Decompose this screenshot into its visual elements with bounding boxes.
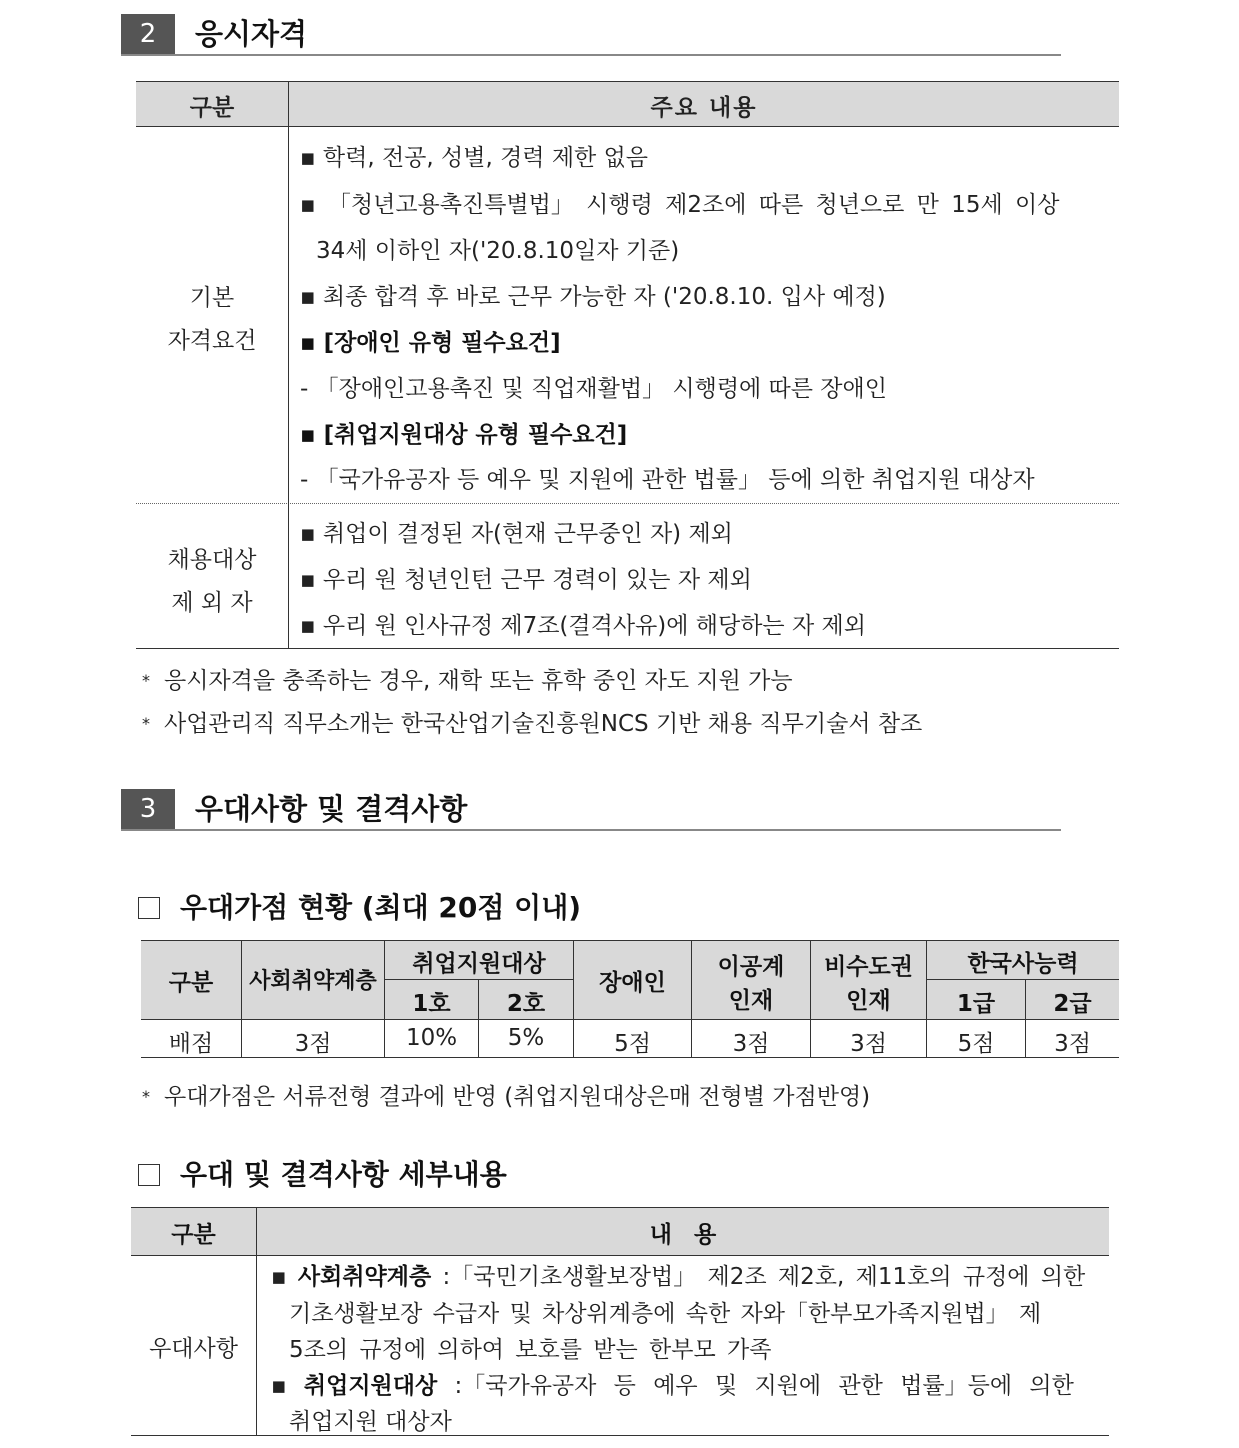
basic-item: - 「국가유공자 등 예우 및 지원에 관한 법률」 등에 의한 취업지원 대상자	[300, 467, 1035, 493]
detail-heading: 우대 및 결격사항 세부내용	[138, 1153, 507, 1193]
detail-item-employ: ▪ 취업지원대상 :「국가유공자 등 예우 및 지원에 관한 법률」등에 의한	[271, 1373, 1074, 1399]
basic-item: ▪ 「청년고용촉진특별법」 시행령 제2조에 따른 청년으로 만 15세 이상	[300, 192, 1060, 218]
detail-row-label: 우대사항	[149, 1336, 238, 1362]
points-heading: 우대가점 현황 (최대 20점 이내)	[138, 886, 581, 926]
points-value: 3점	[294, 1031, 332, 1057]
points-header-stem: 이공계	[717, 954, 785, 980]
eligibility-table	[136, 81, 1119, 650]
checkbox-square-icon	[138, 1164, 160, 1186]
eligibility-header-category: 구분	[189, 95, 235, 121]
basic-item: ▪ [장애인 유형 필수요건]	[300, 330, 561, 356]
points-header-social: 사회취약계층	[249, 969, 377, 994]
checkbox-square-icon	[138, 897, 160, 919]
points-header-employ-2: 2호	[506, 991, 546, 1017]
points-value: 5%	[507, 1025, 545, 1051]
points-header-history-2: 2급	[1053, 991, 1092, 1017]
points-header-nonmetro-2: 인재	[846, 988, 891, 1014]
detail-item-social-line: 기초생활보장 수급자 및 차상위계층에 속한 자와「한부모가족지원법」 제	[289, 1301, 1042, 1327]
points-header-history: 한국사능력	[967, 951, 1079, 977]
points-table	[141, 940, 1119, 1058]
points-header-stem-2: 인재	[728, 988, 774, 1014]
points-row-label: 배점	[168, 1031, 214, 1057]
excluded-item: ▪ 우리 원 인사규정 제7조(결격사유)에 해당하는 자 제외	[300, 613, 866, 639]
detail-item-social: ▪ 사회취약계층 :「국민기초생활보장법」 제2조 제2호, 제11호의 규정에 의한	[271, 1264, 1086, 1290]
eligibility-header-content: 주요 내용	[650, 95, 758, 121]
basic-item: ▪ 학력, 전공, 성별, 경력 제한 없음	[300, 145, 649, 171]
eligibility-note: * 사업관리직 직무소개는 한국산업기술진흥원NCS 기반 채용 직무기술서 참조	[142, 711, 923, 737]
excluded-item: ▪ 우리 원 청년인턴 근무 경력이 있는 자 제외	[300, 567, 752, 593]
section-2-title: 응시자격	[195, 17, 308, 51]
points-value: 5점	[614, 1031, 651, 1057]
row-label-excluded: 채용대상	[167, 547, 257, 573]
row-label-basic-2: 자격요건	[167, 328, 257, 354]
excluded-item: ▪ 취업이 결정된 자(현재 근무중인 자) 제외	[300, 521, 733, 547]
points-header-employ-1: 1호	[412, 991, 451, 1017]
detail-header-category: 구분	[171, 1222, 216, 1248]
section-3-header	[121, 789, 1061, 831]
section-3-number: 3	[121, 789, 175, 829]
points-value: 10%	[405, 1025, 458, 1051]
points-note: * 우대가점은 서류전형 결과에 반영 (취업지원대상은매 전형별 가점반영)	[142, 1084, 871, 1110]
points-header-disabled: 장애인	[599, 970, 666, 996]
detail-item-social-line: 5조의 규정에 의하여 보호를 받는 한부모 가족	[289, 1337, 772, 1363]
basic-item: - 「장애인고용촉진 및 직업재활법」 시행령에 따른 장애인	[300, 376, 887, 402]
section-2-header	[121, 14, 1061, 56]
points-value: 3점	[732, 1031, 770, 1057]
basic-item: ▪ 최종 합격 후 바로 근무 가능한 자 ('20.8.10. 입사 예정)	[300, 284, 886, 310]
points-value: 3점	[1054, 1031, 1091, 1057]
row-label-basic: 기본	[189, 285, 235, 311]
points-header-nonmetro: 비수도권	[824, 954, 913, 980]
points-header-employ: 취업지원대상	[412, 951, 546, 977]
points-header-history-1: 1급	[956, 991, 996, 1017]
eligibility-note: * 응시자격을 충족하는 경우, 재학 또는 휴학 중인 자도 지원 가능	[142, 668, 793, 694]
section-2-number: 2	[121, 14, 175, 54]
points-header-category: 구분	[168, 970, 214, 996]
section-3-title: 우대사항 및 결격사항	[195, 792, 468, 826]
basic-item: 34세 이하인 자('20.8.10일자 기준)	[316, 238, 680, 264]
row-label-excluded-2: 제 외 자	[171, 590, 253, 616]
basic-item: ▪ [취업지원대상 유형 필수요건]	[300, 422, 628, 448]
points-value: 5점	[957, 1031, 995, 1057]
points-value: 3점	[850, 1031, 887, 1057]
detail-header-content: 내 용	[649, 1222, 717, 1248]
detail-item-employ-line: 취업지원 대상자	[289, 1409, 452, 1435]
detail-table	[131, 1207, 1109, 1437]
